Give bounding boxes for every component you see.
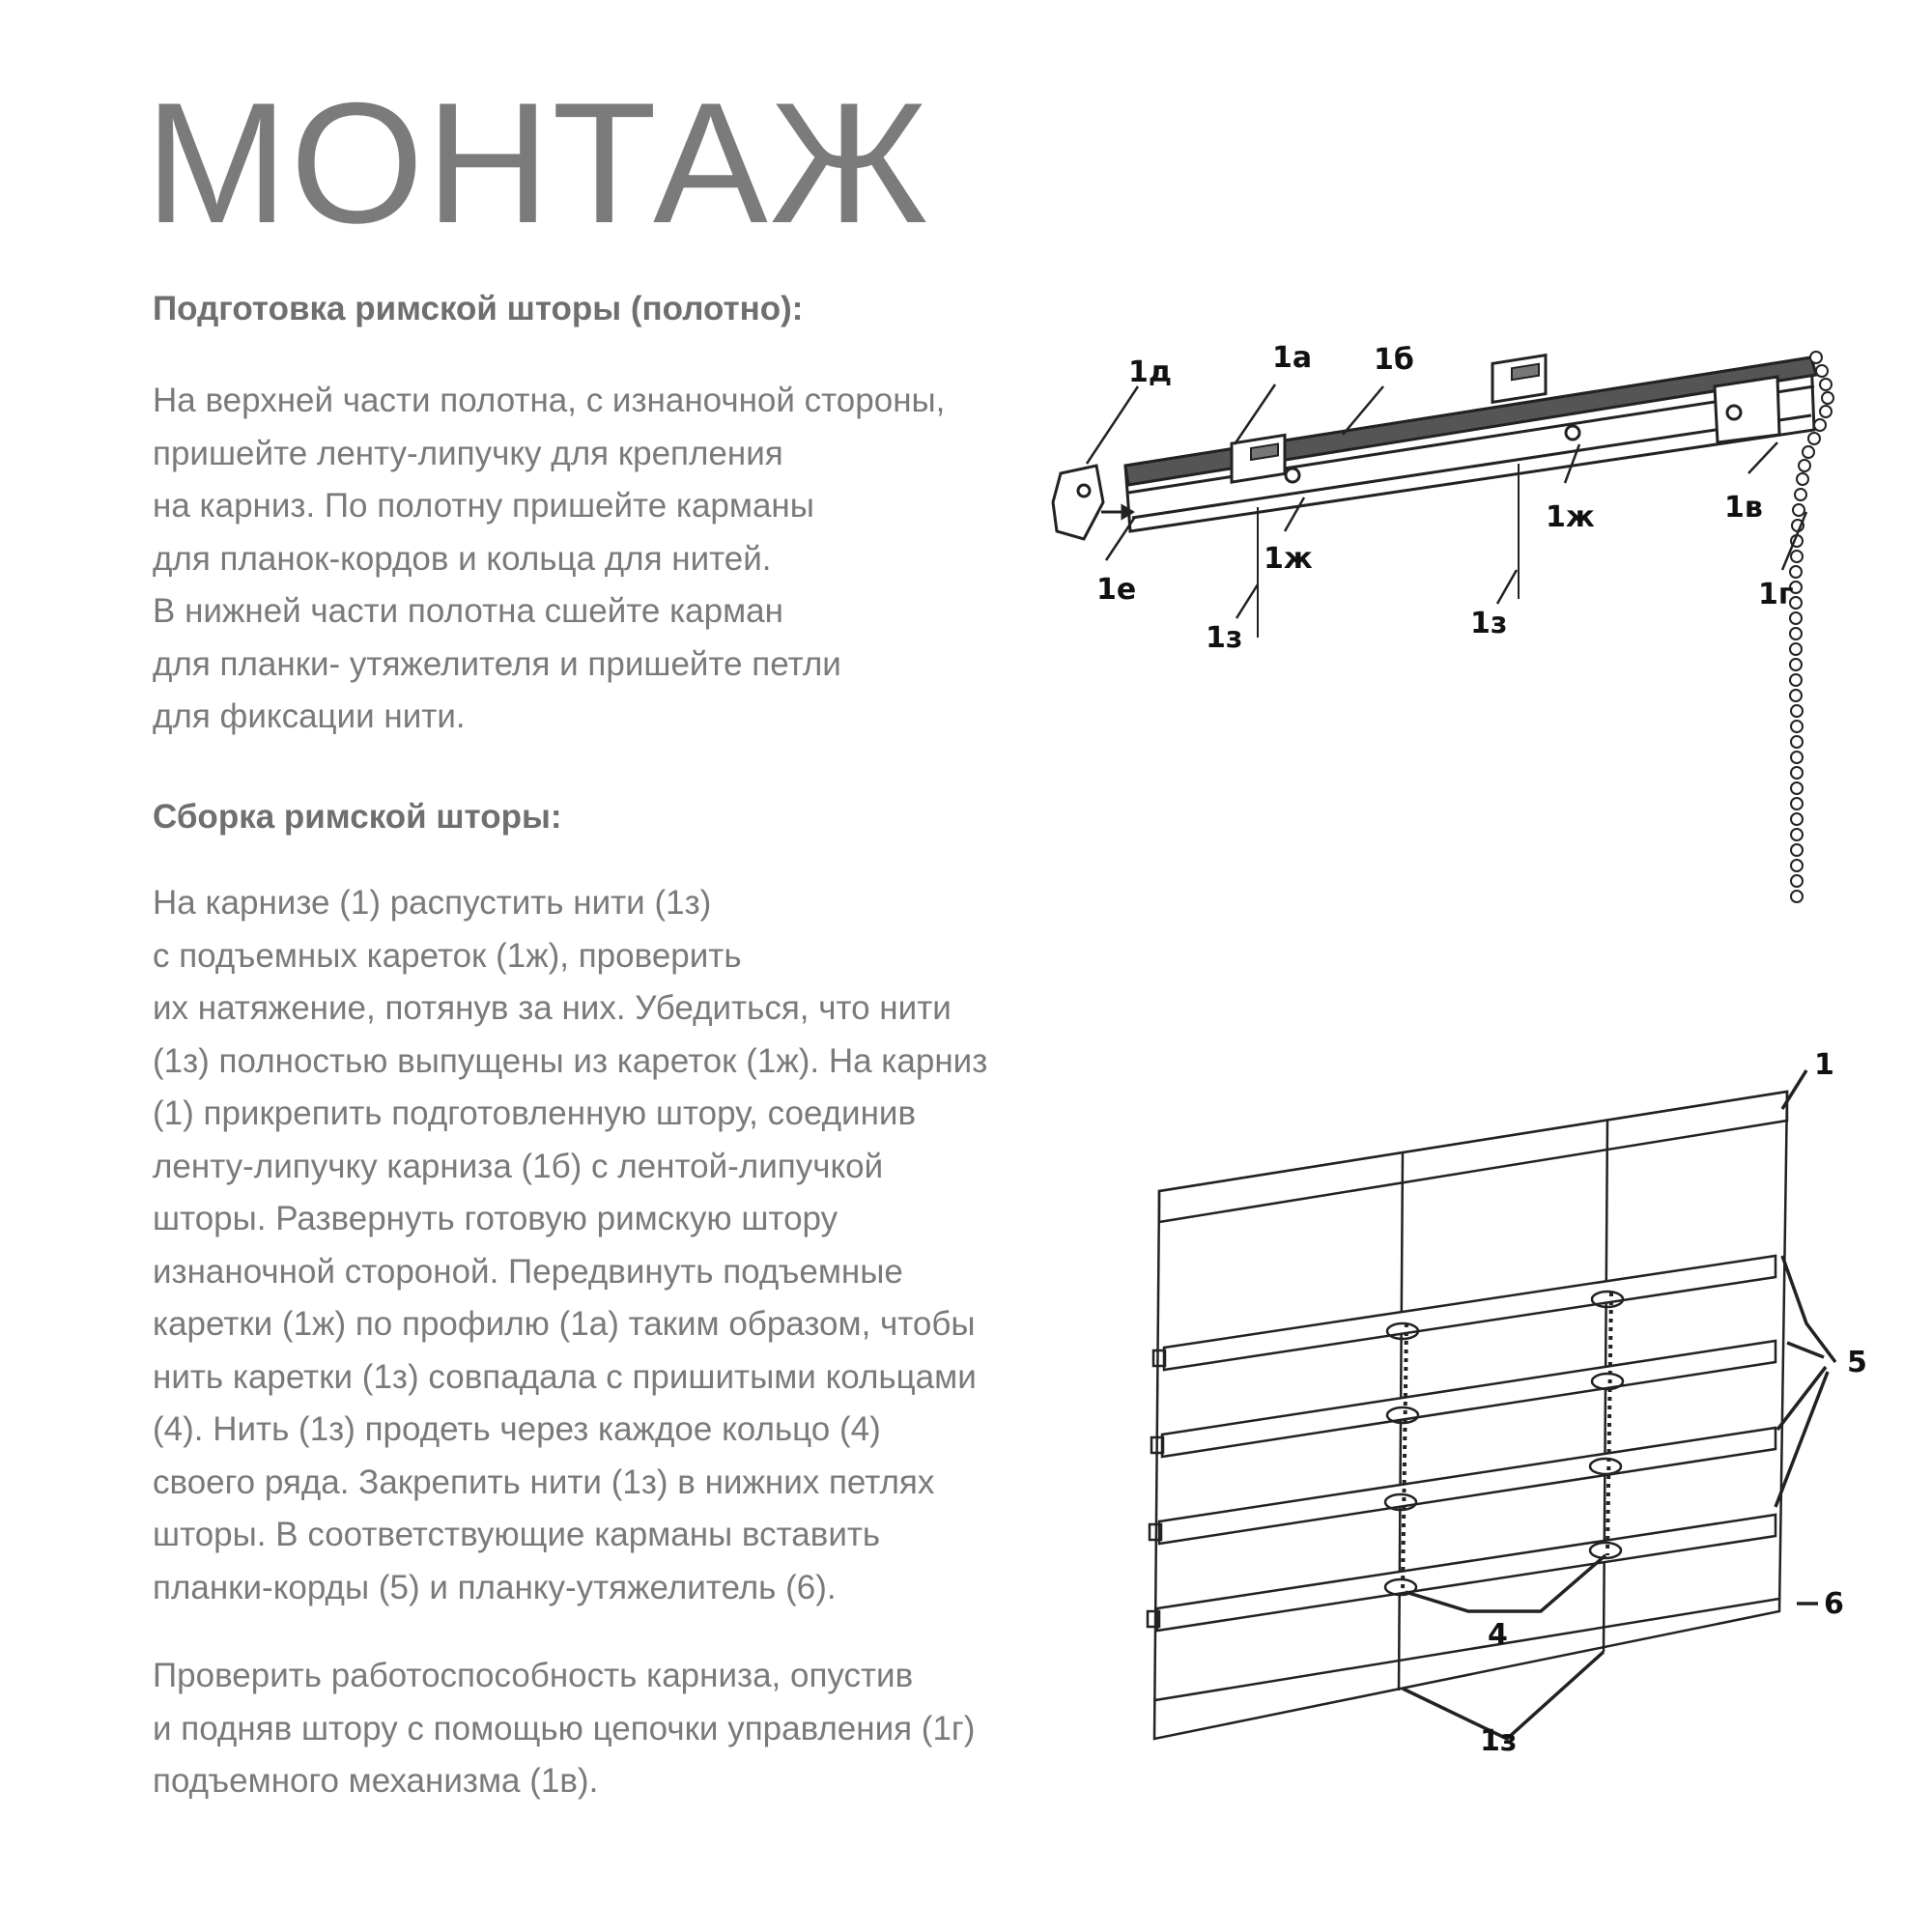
text-line: для планок-кордов и кольца для нитей.: [153, 539, 772, 578]
text-line: подъемного механизма (1в).: [153, 1762, 599, 1800]
section-heading-assembly: Сборка римской шторы:: [153, 798, 562, 836]
cornice: [1159, 1092, 1787, 1222]
slat: [1164, 1256, 1776, 1370]
leader-1z: [1497, 570, 1517, 604]
text-line: (4). Нить (1з) продеть через каждое кольцо (4): [153, 1410, 881, 1448]
section-heading-preparation: Подготовка римской шторы (полотно):: [153, 290, 804, 327]
assembly-text: [153, 877, 987, 1614]
label-weight: 6: [1824, 1587, 1844, 1621]
roman-blind-diagram: [1130, 1034, 1884, 1768]
label-cornice: 1: [1814, 1048, 1834, 1082]
thread-dotted: [1607, 1293, 1611, 1555]
text-line: (1з) полностью выпущены из кареток (1ж). На карниз: [153, 1041, 988, 1080]
label-threads: 1з: [1480, 1724, 1518, 1758]
label-1z: 1з: [1470, 607, 1508, 640]
text-line: для планки- утяжелителя и пришейте петли: [153, 644, 841, 683]
label-1z: 1з: [1206, 621, 1243, 655]
label-1zh: 1ж: [1546, 500, 1595, 534]
text-line: Проверить работоспособность карниза, опустив: [153, 1657, 914, 1694]
thread-dotted: [1403, 1323, 1406, 1594]
vertical-seam: [1399, 1152, 1403, 1690]
label-slats: 5: [1847, 1346, 1867, 1379]
text-line: (1) прикрепить подготовленную штору, соединив: [153, 1094, 917, 1132]
text-line: с подъемных кареток (1ж), проверить: [153, 936, 742, 975]
label-1b: 1б: [1374, 343, 1414, 377]
text-line: планки-корды (5) и планку-утяжелитель (6).: [153, 1568, 837, 1606]
label-1e: 1е: [1096, 573, 1137, 607]
leader-1v: [1748, 442, 1777, 473]
text-line: На карнизе (1) распустить нити (1з): [153, 884, 712, 922]
text-line: своего ряда. Закрепить нити (1з) в нижних петлях: [153, 1463, 935, 1501]
leader-5: [1787, 1343, 1824, 1357]
text-line: на карниз. По полотну пришейте карманы: [153, 487, 814, 525]
text-line: ленту-липучку карниза (1б) с лентой-липучкой: [153, 1147, 884, 1185]
leader-5: [1782, 1256, 1835, 1362]
slat: [1159, 1428, 1776, 1544]
leader-1: [1782, 1070, 1806, 1109]
preparation-text: [153, 375, 945, 744]
lift-mechanism: [1715, 377, 1779, 442]
text-line: нить каретки (1з) совпадала с пришитыми кольцами: [153, 1357, 977, 1396]
slat: [1162, 1341, 1776, 1457]
text-line: для фиксации нити.: [153, 697, 466, 735]
check-text: [153, 1650, 975, 1808]
cornice-mechanism-diagram: [1043, 338, 1864, 956]
end-cap: [1053, 466, 1103, 539]
label-1v: 1в: [1724, 491, 1763, 525]
text-line: шторы. В соответствующие карманы вставить: [153, 1516, 881, 1553]
control-chain: [1790, 352, 1833, 902]
text-line: шторы. Развернуть готовую римскую штору: [153, 1200, 838, 1237]
leader-1z: [1236, 584, 1258, 618]
text-line: их натяжение, потянув за них. Убедиться, что нити: [153, 989, 952, 1027]
leader-1e: [1106, 517, 1135, 560]
label-1d: 1д: [1128, 355, 1173, 389]
label-1zh: 1ж: [1264, 542, 1313, 576]
text-line: На верхней части полотна, с изнаночной стороны,: [153, 382, 946, 419]
page-title: МОНТАЖ: [145, 67, 931, 259]
label-1g: 1г: [1758, 578, 1794, 611]
leader-1a: [1235, 384, 1275, 444]
text-line: и подняв штору с помощью цепочки управления (1г): [153, 1709, 976, 1747]
text-line: каретки (1ж) по профилю (1а) таким образом, чтобы: [153, 1305, 976, 1343]
text-line: В нижней части полотна сшейте карман: [153, 592, 783, 630]
label-1a: 1а: [1272, 341, 1313, 375]
text-line: пришейте ленту-липучку для крепления: [153, 434, 783, 472]
label-rings: 4: [1488, 1618, 1508, 1652]
leader-1d: [1087, 386, 1138, 464]
text-line: изнаночной стороной. Передвинуть подъемные: [153, 1252, 903, 1291]
